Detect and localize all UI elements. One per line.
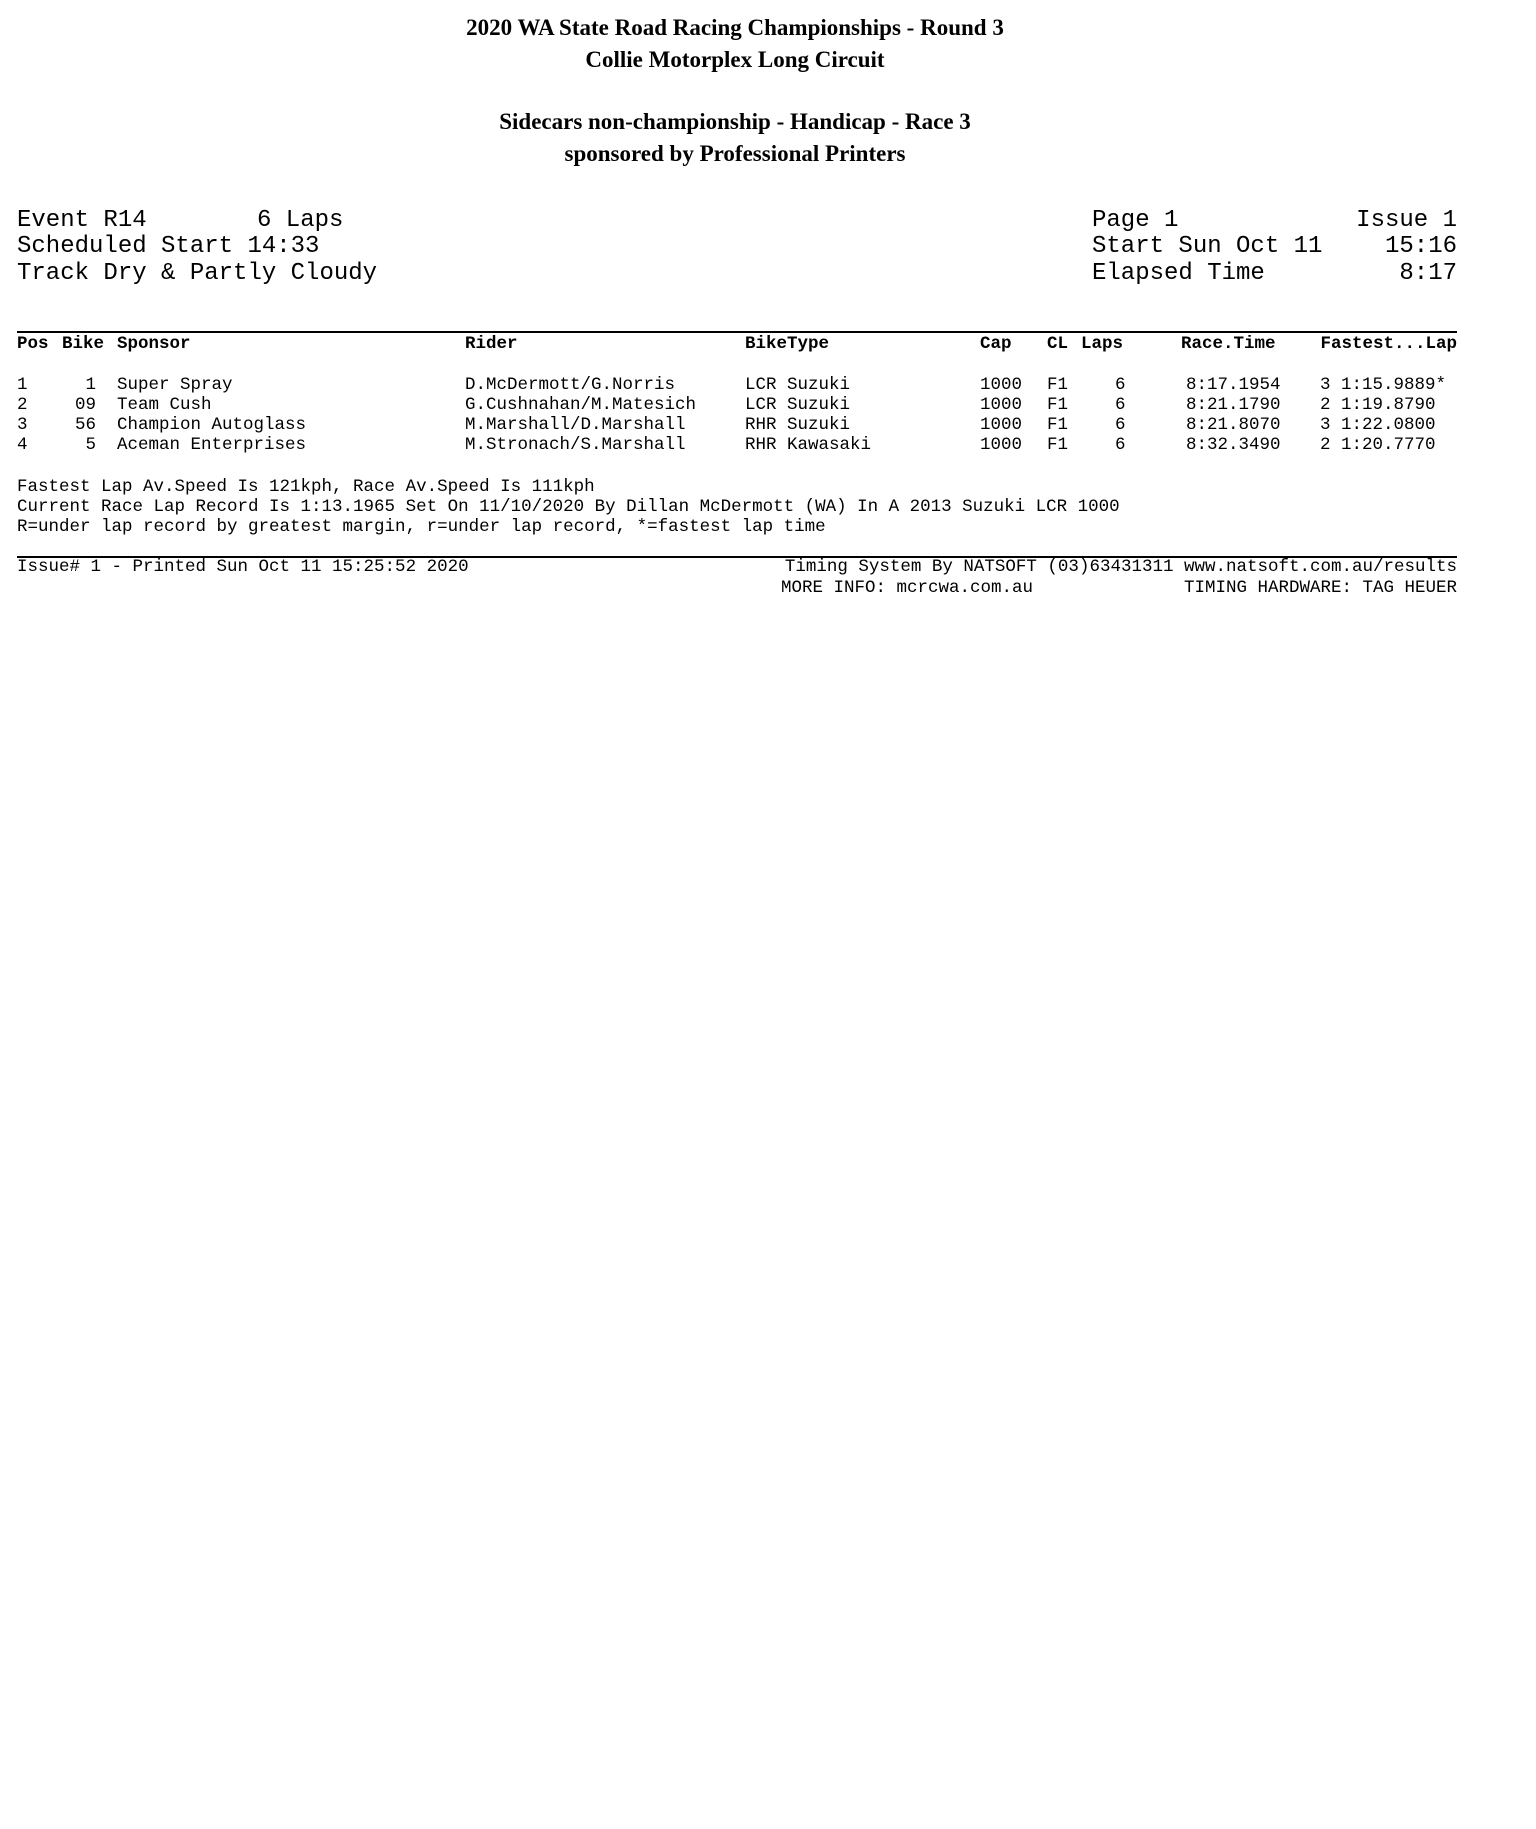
race-title: Sidecars non-championship - Handicap - Race 3 — [499, 109, 971, 134]
cell-biketype: LCR Suzuki — [745, 375, 851, 395]
cell-fastest: 3 1:15.9889* — [1320, 375, 1447, 395]
cell-cap: 1000 — [980, 415, 1023, 435]
cell-sponsor: Super Spray — [117, 375, 233, 395]
lap-record-note: Current Race Lap Record Is 1:13.1965 Set On 11/10/2020 By Dillan McDermott (WA) In A 2013 Suzuki LCR 1000 — [17, 497, 1120, 517]
cell-pos: 3 — [17, 415, 28, 435]
more-info: MORE INFO: mcrcwa.com.au — [781, 578, 1034, 598]
cell-fastest: 3 1:22.0800 — [1320, 415, 1436, 435]
cell-pos: 4 — [17, 435, 28, 455]
cell-racetime: 8:32.3490 — [1186, 435, 1281, 455]
cell-racetime: 8:21.1790 — [1186, 395, 1281, 415]
cell-laps: 6 — [1115, 395, 1126, 415]
cell-laps: 6 — [1115, 435, 1126, 455]
cell-rider: M.Stronach/S.Marshall — [465, 435, 686, 455]
championship-title: 2020 WA State Road Racing Championships - Round 3 — [466, 15, 1004, 40]
cell-cap: 1000 — [980, 435, 1023, 455]
cell-bike: 09 — [74, 395, 96, 415]
cell-bike: 5 — [85, 435, 96, 455]
cell-biketype: LCR Suzuki — [745, 395, 851, 415]
col-sponsor: Sponsor — [117, 334, 191, 354]
cell-sponsor: Aceman Enterprises — [117, 435, 307, 455]
cell-cap: 1000 — [980, 375, 1023, 395]
cell-pos: 2 — [17, 395, 28, 415]
event-laps: 6 Laps — [257, 207, 344, 234]
issue-printed: Issue# 1 - Printed Sun Oct 11 15:25:52 2020 — [17, 557, 469, 577]
elapsed-time: 8:17 — [1399, 260, 1457, 287]
col-cl: CL — [1047, 334, 1069, 354]
cell-cl: F1 — [1047, 395, 1069, 415]
col-cap: Cap — [980, 334, 1012, 354]
col-biketype: BikeType — [745, 334, 830, 354]
sponsor-title: sponsored by Professional Printers — [564, 141, 906, 166]
cell-laps: 6 — [1115, 375, 1126, 395]
cell-fastest: 2 1:20.7770 — [1320, 435, 1436, 455]
circuit-title: Collie Motorplex Long Circuit — [585, 47, 885, 72]
cell-cap: 1000 — [980, 395, 1023, 415]
cell-sponsor: Team Cush — [117, 395, 212, 415]
timing-system: Timing System By NATSOFT (03)63431311 www.natsoft.com.au/results — [784, 557, 1457, 577]
timing-hardware: TIMING HARDWARE: TAG HEUER — [1183, 578, 1457, 598]
col-fastest: Fastest...Lap — [1320, 334, 1457, 354]
legend-note: R=under lap record by greatest margin, r=under lap record, *=fastest lap time — [17, 517, 826, 537]
col-bike: Bike — [62, 334, 105, 354]
cell-bike: 1 — [85, 375, 96, 395]
start-time: 15:16 — [1384, 233, 1457, 260]
issue-number: Issue 1 — [1356, 207, 1457, 234]
cell-laps: 6 — [1115, 415, 1126, 435]
start-date: Start Sun Oct 11 — [1092, 233, 1323, 260]
cell-biketype: RHR Kawasaki — [745, 435, 872, 455]
page-number: Page 1 — [1092, 207, 1179, 234]
top-divider — [17, 331, 1457, 333]
cell-pos: 1 — [17, 375, 28, 395]
cell-rider: G.Cushnahan/M.Matesich — [465, 395, 697, 415]
scheduled-start: Scheduled Start 14:33 — [17, 233, 320, 260]
cell-rider: D.McDermott/G.Norris — [465, 375, 676, 395]
cell-cl: F1 — [1047, 435, 1069, 455]
cell-cl: F1 — [1047, 415, 1069, 435]
cell-cl: F1 — [1047, 375, 1069, 395]
elapsed-label: Elapsed Time — [1092, 260, 1265, 287]
cell-fastest: 2 1:19.8790 — [1320, 395, 1436, 415]
cell-bike: 56 — [74, 415, 96, 435]
cell-rider: M.Marshall/D.Marshall — [465, 415, 686, 435]
cell-racetime: 8:21.8070 — [1186, 415, 1281, 435]
col-racetime: Race.Time — [1181, 334, 1276, 354]
col-laps: Laps — [1081, 334, 1124, 354]
cell-biketype: RHR Suzuki — [745, 415, 851, 435]
cell-racetime: 8:17.1954 — [1186, 375, 1281, 395]
event-number: Event R14 — [17, 207, 147, 234]
cell-sponsor: Champion Autoglass — [117, 415, 307, 435]
col-rider: Rider — [465, 334, 518, 354]
col-pos: Pos — [17, 334, 49, 354]
track-conditions: Track Dry & Partly Cloudy — [17, 260, 378, 287]
average-speed-note: Fastest Lap Av.Speed Is 121kph, Race Av.Speed Is 111kph — [17, 477, 595, 497]
